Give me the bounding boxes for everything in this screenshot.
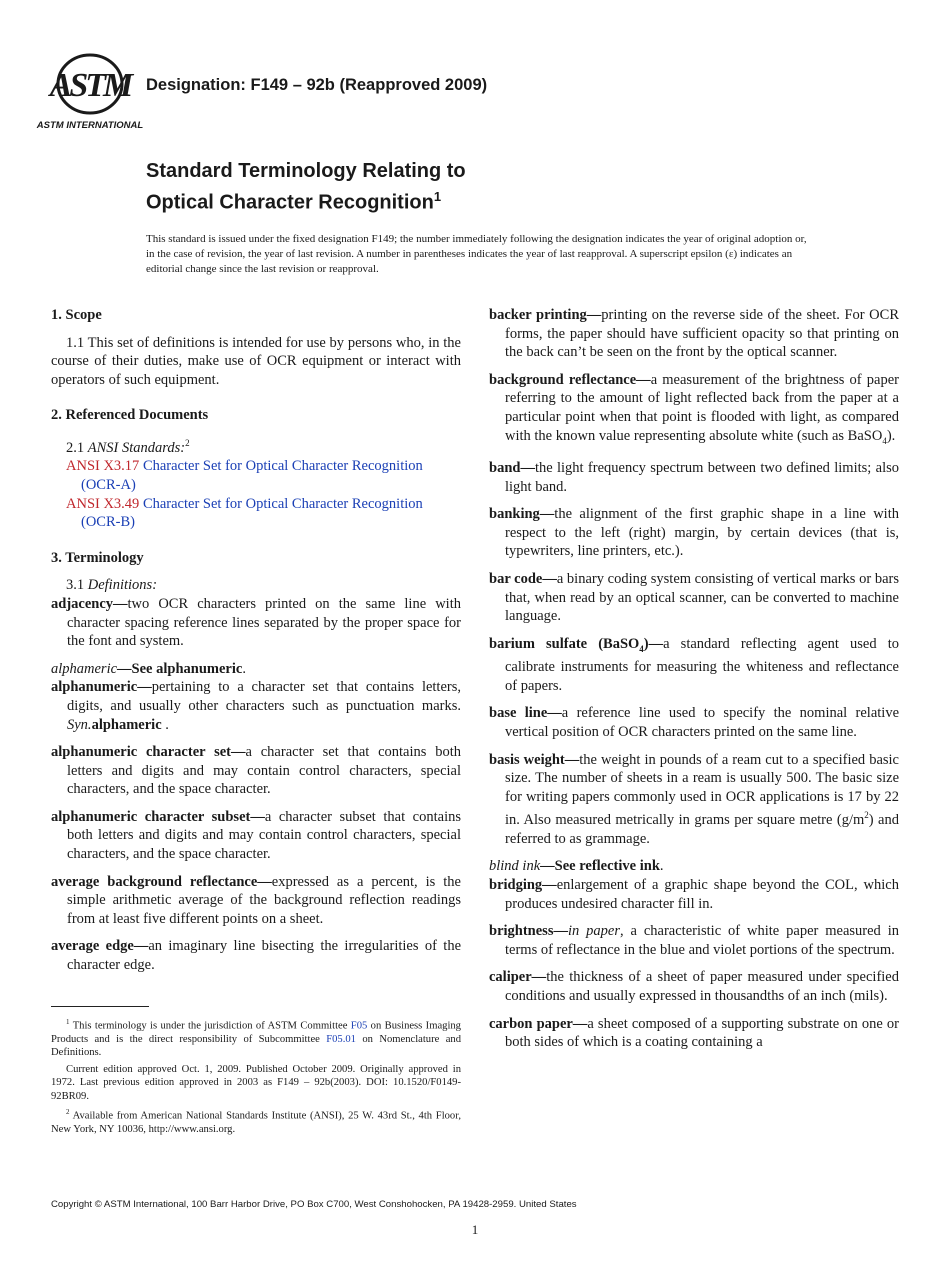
def-baseline: base line—a reference line used to specify the nominal relative vertical position of OCR characters printed on the same line.	[489, 705, 900, 741]
section-heading-terminology: 3. Terminology	[51, 549, 144, 566]
footnote-rule	[51, 1006, 149, 1007]
footnotes	[51, 1016, 461, 1139]
designation: Designation: F149 – 92b (Reapproved 2009)	[146, 76, 488, 94]
svg-text:ASTM: ASTM	[49, 67, 131, 104]
def-avg-edge: average edge—an imaginary line bisecting the irregularities of the character edge.	[51, 938, 461, 974]
issued-note: This standard is issued under the fixed designation F149; the number immediately following the designation indicates the year of original adoption or, in the case of revision, the year of last revision. A number in parentheses indicates the year of last reapproval. A superscript epsilon (ε) indicates an editorial change since the last revision or reapproval.	[146, 233, 807, 275]
footnote-2: $^2$ Available from American National Standards Institute (ANSI), 25 W. 43rd St., 4th Floor, New York, NY 10036, http://www.ansi.org.	[51, 1107, 461, 1135]
def-avg-bg: average background reflectance—expressed as a percent, is the simple arithmetic average of the background reflection readings from at least five different points on a sheet.	[51, 873, 461, 927]
section-heading-scope: 1. Scope	[51, 307, 102, 323]
def-adjacency: adjacency—two OCR characters printed on the same line with character spacing reference lines separated by the proper space for the font and system.	[51, 595, 461, 650]
def-barium: barium sulfate (BaSO$_4$)—a standard reflecting agent used to calibrate instruments for measuring the whiteness and reflectance of papers.	[489, 635, 899, 694]
link-f0501[interactable]: F05.01	[326, 1033, 356, 1045]
def-brightness: brightness—in paper, a characteristic of white paper measured in terms of reflectance in the blue and violet portions of the spectrum.	[489, 923, 899, 958]
logo-text: ASTM INTERNATIONAL	[36, 120, 144, 131]
link-f05[interactable]: F05	[350, 1020, 368, 1032]
def-blind: blind ink—See reflective ink.	[489, 858, 664, 875]
def-caliper: caliper—the thickness of a sheet of paper measured under specified conditions and usually expressed in thousandths of an inch (mils).	[489, 969, 899, 1005]
def-basis: basis weight—the weight in pounds of a ream cut to a specified basic size. The number of sheets in a ream is usually 500. The basic size for writing papers commonly used in OCR applications is 17 by 22 in. Also measured metrically in grams per square metre $(g/m^2)$ and referred to as grammage.	[489, 751, 899, 847]
scope-paragraph: 1.1 This set of definitions is intended for use by persons who, in the course of their duties, make use of OCR equipment or interact with operators of such equipment.	[51, 334, 461, 388]
astm-logo	[36, 52, 144, 132]
left-column	[51, 306, 461, 984]
page-title: Standard Terminology Relating to Optical Character Recognition$^1$	[146, 160, 466, 214]
def-alphameric: alphameric—See alphanumeric.	[51, 660, 246, 677]
def-alnum-set: alphanumeric character set—a character set that contains both letters and digits and may contain control characters, special characters, and the space character.	[51, 744, 461, 798]
def-alnum-subset: alphanumeric character subset—a character subset that contains both letters and digits and may contain control characters, special characters, and the space character.	[51, 808, 461, 863]
def-band: band—the light frequency spectrum between two defined limits; also light band.	[489, 460, 899, 495]
def-alphanumeric: alphanumeric—pertaining to a character set that contains letters, digits, and usually other characters such as punctuation marks. Syn.alphameric .	[51, 679, 461, 733]
copyright: Copyright © ASTM International, 100 Barr Harbor Drive, PO Box C700, West Conshohocken, PA 19428-2959. United States	[51, 1199, 577, 1210]
footnote-1: $^1$ This terminology is under the jurisdiction of ASTM Committee F05 on Business Imaging Products and is the direct responsibility of Subcommittee F05.01 on Nomenclature and Definitions.	[51, 1018, 461, 1059]
ref-x349[interactable]: ANSI X3.49 Character Set for Optical Character Recognition (OCR-B)	[66, 495, 423, 531]
def-bg-refl: background reflectance—a measurement of the brightness of paper referring to the amount of light reflected back from the paper at a particular point when that point is flooded with light, as compared with the known value representing absolute white (such as BaSO$_4$).	[489, 371, 899, 446]
page-number: 1	[471, 1222, 479, 1237]
footnote-1-edition: Current edition approved Oct. 1, 2009. Published October 2009. Originally approved in 1972. Last previous edition approved in 2003 as F149 – 92b(2003). DOI: 10.1520/F0149-92BR09.	[51, 1063, 461, 1102]
def-bridging: bridging—enlargement of a graphic shape beyond the COL, which produces undesired character fill in.	[489, 877, 899, 912]
terminology-sub: 3.1 Definitions:	[66, 577, 158, 594]
def-barcode: bar code—a binary coding system consisting of vertical marks or bars that, when read by an optical scanner, can be converted to machine language.	[489, 571, 899, 625]
def-backer: backer printing—printing on the reverse side of the sheet. For OCR forms, the paper should have sufficient opacity so that printing on the back can’t be seen on the front by the optical scanner.	[489, 307, 899, 361]
right-column	[489, 306, 899, 1061]
def-carbon: carbon paper—a sheet composed of a supporting substrate on one or both sides of which is a coating containing a	[489, 1015, 900, 1051]
refdocs-sub: 2.1 ANSI Standards:$^2$	[66, 437, 190, 456]
ref-x317[interactable]: ANSI X3.17 Character Set for Optical Character Recognition (OCR-A)	[66, 458, 423, 493]
section-heading-refdocs: 2. Referenced Documents	[51, 407, 209, 424]
def-banking: banking—the alignment of the first graphic shape in a line with respect to the left (right) margin, by certain devices (that is, typewriters, line printers, etc.).	[489, 506, 899, 560]
